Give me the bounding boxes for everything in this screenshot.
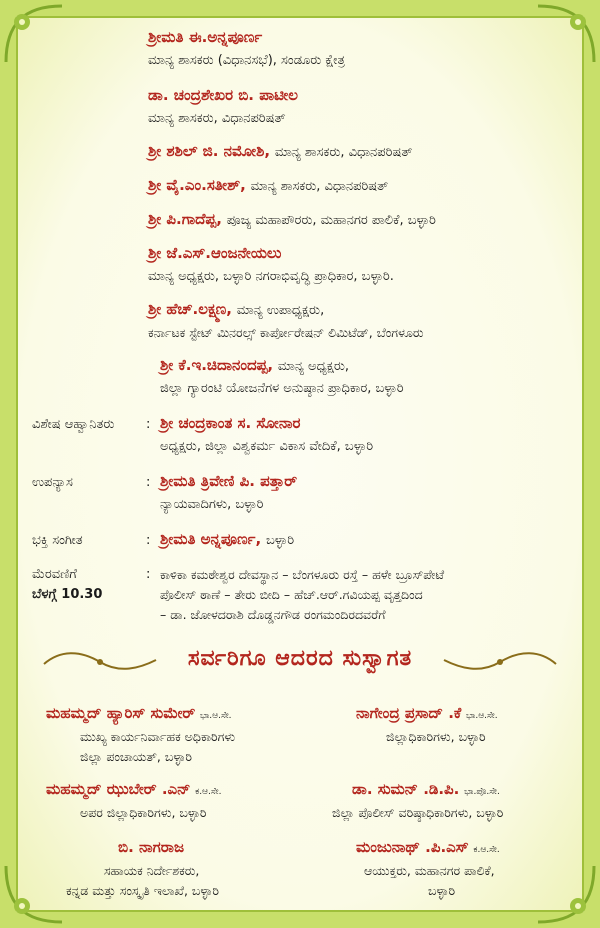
procession-route: – ಡಾ. ಜೋಳದರಾಶಿ ದೊಡ್ಡನಗೌಡ ರಂಗಮಂದಿರದವರೆಗೆ [160,607,386,622]
official-title: ಆಯುಕ್ತರು, ಮಹಾನಗರ ಪಾಲಿಕೆ, [364,863,495,878]
guest-title: ಜಿಲ್ಲಾ ಗ್ಯಾರಂಟಿ ಯೋಜನೆಗಳ ಅನುಷ್ಠಾನ ಪ್ರಾಧಿಕಾರ, ಬಳ್ಳಾರಿ [160,381,404,396]
official-name: ಮಹಮ್ಮದ್ ಹ್ಯಾರಿಸ್ ಸುಮೇರ್ [46,704,196,722]
guest-name: ಡಾ. ಚಂದ್ರಶೇಖರ ಬಿ. ಪಾಟೀಲ [148,86,298,104]
official-name: ನಾಗೇಂದ್ರ ಪ್ರಸಾದ್ .ಕೆ [356,704,462,722]
official-line [356,838,500,859]
guest-title: ಕರ್ನಾಟಕ ಸ್ಟೇಟ್ ಮಿನರಲ್ಸ್ ಕಾರ್ಪೋರೇಷನ್ ಲಿಮಿಟೆಡ್, ಬೆಂಗಳೂರು [148,325,424,340]
program-detail: ಬಳ್ಳಾರಿ [265,533,295,548]
colon: : [146,533,151,548]
official-suffix: ಭಾ.ಆ.ಸೇ. [466,711,498,721]
procession-route: ಪೊಲೀಸ್ ಠಾಣೆ – ತೇರು ಬೀದಿ – ಹೆಚ್.ಆರ್.ಗವಿಯಪ್ಪ ವೃತ್ತದಿಂದ [160,587,423,602]
official-suffix: ಭಾ.ಆ.ಸೇ. [199,711,232,721]
program-detail: ನ್ಯಾಯವಾದಿಗಳು, ಬಳ್ಳಾರಿ [160,497,264,512]
guest-title: ಮಾನ್ಯ ಅಧ್ಯಕ್ಷರು, [277,359,349,374]
official-title: ಅಪರ ಜಿಲ್ಲಾಧಿಕಾರಿಗಳು, ಬಳ್ಳಾರಿ [80,805,207,820]
program-label: ವಿಶೇಷ ಆಹ್ವಾನಿತರು [32,417,115,432]
guest-title: ಮಾನ್ಯ ಶಾಸಕರು (ವಿಧಾನಸಭೆ), ಸಂಡೂರು ಕ್ಷೇತ್ರ [148,53,345,68]
guest-line [148,210,436,230]
official-line [46,780,221,801]
guest-title: ಮಾನ್ಯ ಅಧ್ಯಕ್ಷರು, ಬಳ್ಳಾರಿ ನಗರಾಭಿವೃದ್ಧಿ ಪ್ರಾಧಿಕಾರ, ಬಳ್ಳಾರಿ. [148,269,394,284]
official-name: ಮಂಜುನಾಥ್ .ಪಿ.ಎಸ್ [356,838,469,856]
guest-name: ಶ್ರೀ ಹೆಚ್.ಲಕ್ಷ್ಮಣ, [148,300,232,318]
official-line [352,780,500,801]
official-suffix: ಕ.ಆ.ಸೇ. [473,845,500,855]
official-name: ಡಾ. ಸುಮನ್ .ಡಿ.ಪಿ. [352,780,460,798]
guest-line [148,176,388,196]
colon: : [146,475,151,490]
program-detail: ಅಧ್ಯಕ್ಷರು, ಜಿಲ್ಲಾ ವಿಶ್ವಕರ್ಮ ವಿಕಾಸ ವೇದಿಕೆ, ಬಳ್ಳಾರಿ [160,439,374,454]
official-title: ಜಿಲ್ಲಾಧಿಕಾರಿಗಳು, ಬಳ್ಳಾರಿ [386,729,486,744]
guest-title: ಮಾನ್ಯ ಶಾಸಕರು, ವಿಧಾನಪರಿಷತ್ [274,145,413,160]
guest-name: ಶ್ರೀಮತಿ ಈ.ಅನ್ನಪೂರ್ಣ [148,28,263,46]
guest-title: ಪೂಜ್ಯ ಮಹಾಪೌರರು, ಮಹಾನಗರ ಪಾಲಿಕೆ, ಬಳ್ಳಾರಿ [226,213,436,228]
official-title: ಜಿಲ್ಲಾ ಪೊಲೀಸ್ ವರಿಷ್ಠಾಧಿಕಾರಿಗಳು, ಬಳ್ಳಾರಿ [332,805,504,820]
guest-name: ಶ್ರೀ ಜೆ.ಎಸ್.ಆಂಜನೇಯಲು [148,244,282,262]
guest-title: ಮಾನ್ಯ ಶಾಸಕರು, ವಿಧಾನಪರಿಷತ್ [148,111,286,126]
program-label: ಭಕ್ತಿ ಸಂಗೀತ [32,533,83,548]
procession-route: ಕಾಳಿಕಾ ಕಮಠೇಶ್ವರ ದೇವಸ್ಥಾನ – ಬೆಂಗಳೂರು ರಸ್ತೆ – ಹಳೇ ಬ್ರೂಸ್‌ಪೇಟೆ [160,567,445,582]
guest-name: ಶ್ರೀ ವೈ.ಎಂ.ಸತೀಶ್, [148,176,246,194]
colon: : [146,567,151,582]
program-name: ಶ್ರೀ ಚಂದ್ರಕಾಂತ ಸ. ಸೋನಾರ [160,414,301,432]
official-name: ಮಹಮ್ಮದ್ ಝುಬೇರ್ .ಎನ್ [46,780,191,798]
program-label: ಉಪನ್ಯಾಸ [32,475,73,490]
official-title: ಮುಖ್ಯ ಕಾರ್ಯನಿರ್ವಾಹಕ ಅಧಿಕಾರಿಗಳು [80,729,236,744]
procession-time: ಬೆಳಗ್ಗೆ 10.30 [32,587,103,602]
official-name: ಬಿ. ನಾಗರಾಜ [118,838,185,856]
welcome-heading: ಸರ್ವರಿಗೂ ಆದರದ ಸುಸ್ವಾಗತ [187,646,413,671]
guest-title: ಮಾನ್ಯ ಶಾಸಕರು, ವಿಧಾನಪರಿಷತ್ [250,179,389,194]
swirl-ornament-icon [440,648,560,676]
guest-name: ಶ್ರೀ ಕೆ.ಇ.ಚಿದಾನಂದಪ್ಪ, [160,356,274,374]
program-name: ಶ್ರೀಮತಿ ಅನ್ನಪೂರ್ಣ, [160,530,262,548]
guest-line [160,356,349,376]
official-suffix: ಕ.ಆ.ಸೇ. [195,787,222,797]
program-line [160,530,294,550]
official-title: ಸಹಾಯಕ ನಿರ್ದೇಶಕರು, [104,863,200,878]
guest-name: ಶ್ರೀ ಶಶಿಲ್ ಜಿ. ನಮೋಶಿ, [148,142,271,160]
guest-title: ಮಾನ್ಯ ಉಪಾಧ್ಯಕ್ಷರು, [236,303,325,318]
official-suffix: ಭಾ.ಪೊ.ಸೇ. [464,787,500,797]
procession-label: ಮೆರವಣಿಗೆ [32,567,77,582]
official-title: ಬಳ್ಳಾರಿ [428,883,456,898]
official-title: ಕನ್ನಡ ಮತ್ತು ಸಂಸ್ಕೃತಿ ಇಲಾಖೆ, ಬಳ್ಳಾರಿ [66,883,219,898]
program-name: ಶ್ರೀಮತಿ ತ್ರಿವೇಣಿ ಪಿ. ಪತ್ತಾರ್ [160,472,298,490]
colon: : [146,417,151,432]
official-title: ಜಿಲ್ಲಾ ಪಂಚಾಯತ್, ಬಳ್ಳಾರಿ [80,749,192,764]
official-line [356,704,498,725]
guest-name: ಶ್ರೀ ಪಿ.ಗಾದೆಪ್ಪ, [148,210,222,228]
guest-line [148,142,412,162]
official-line [46,704,232,725]
guest-line [148,300,324,320]
